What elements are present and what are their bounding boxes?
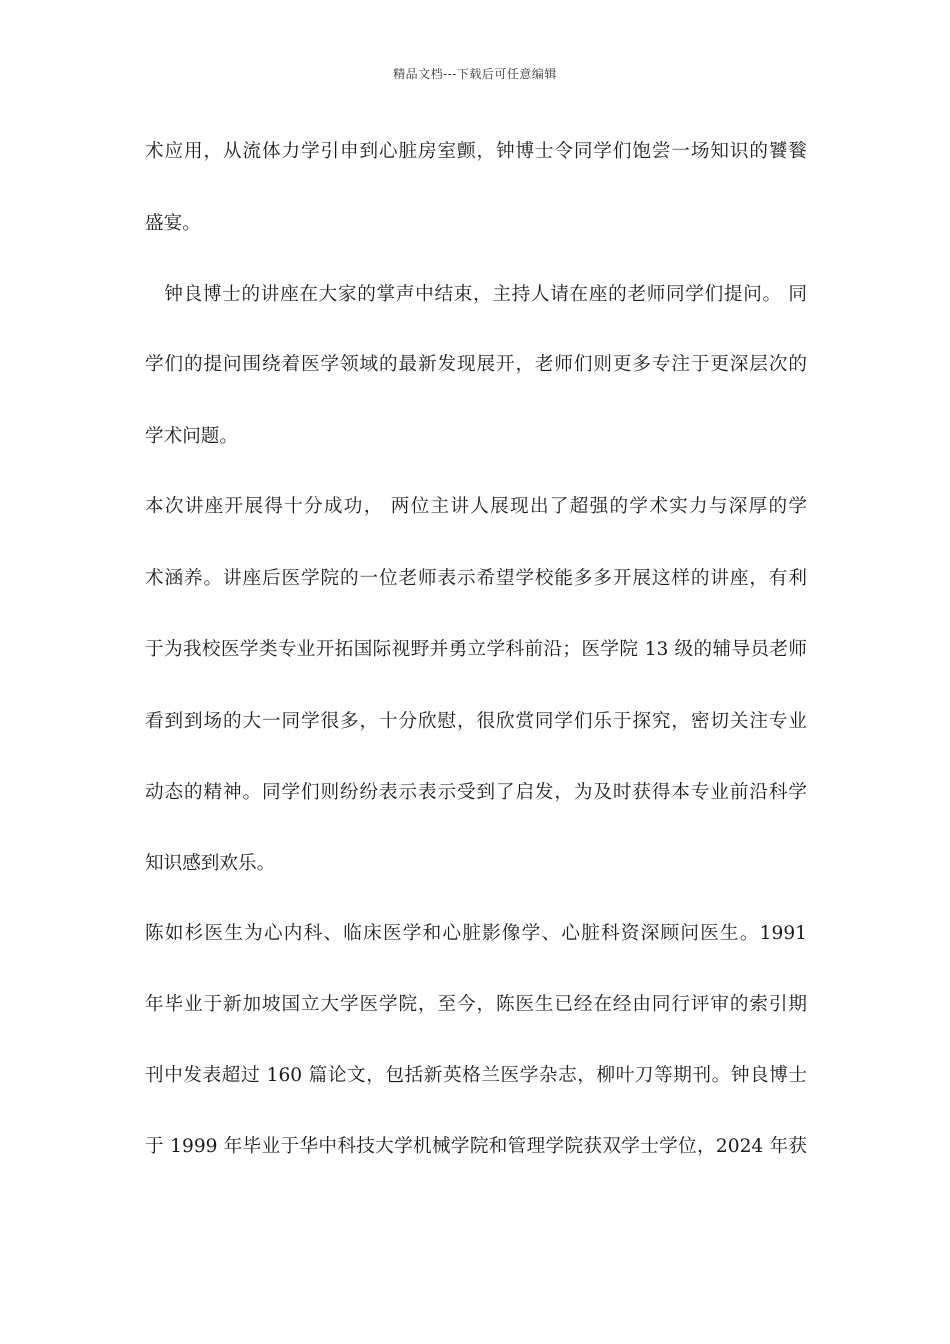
text-line: 盛宴。 xyxy=(145,213,201,234)
text-line: 本次讲座开展得十分成功， 两位主讲人展现出了超强的学术实力与深厚的学 xyxy=(145,496,807,517)
text-line: 学术问题。 xyxy=(145,426,238,447)
text-line: 于为我校医学类专业开拓国际视野并勇立学科前沿；医学院 13 级的辅导员老师 xyxy=(145,639,807,660)
text-line: 钟良博士的讲座在大家的掌声中结束，主持人请在座的老师同学们提问。 同 xyxy=(145,284,807,305)
text-line: 于 1999 年毕业于华中科技大学机械学院和管理学院获双学士学位，2024 年获 xyxy=(145,1136,807,1157)
text-line: 术涵养。讲座后医学院的一位老师表示希望学校能多多开展这样的讲座，有利 xyxy=(145,568,807,589)
text-line: 陈如杉医生为心内科、临床医学和心脏影像学、心脏科资深顾问医生。1991 xyxy=(145,923,807,944)
text-line: 知识感到欢乐。 xyxy=(145,853,276,874)
text-line: 动态的精神。同学们则纷纷表示表示受到了启发，为及时获得本专业前沿科学 xyxy=(145,782,807,803)
text-line: 看到到场的大一同学很多，十分欣慰，很欣赏同学们乐于探究，密切关注专业 xyxy=(145,711,807,732)
text-line: 术应用，从流体力学引申到心脏房室颤，钟博士令同学们饱尝一场知识的饕餮 xyxy=(145,141,807,162)
text-line: 刊中发表超过 160 篇论文，包括新英格兰医学杂志，柳叶刀等期刊。钟良博士 xyxy=(145,1065,807,1086)
text-line: 学们的提问围绕着医学领域的最新发现展开，老师们则更多专注于更深层次的 xyxy=(145,354,807,375)
text-line: 年毕业于新加坡国立大学医学院，至今，陈医生已经在经由同行评审的索引期 xyxy=(145,994,807,1015)
page-header: 精品文档---下载后可任意编辑 xyxy=(393,67,557,81)
